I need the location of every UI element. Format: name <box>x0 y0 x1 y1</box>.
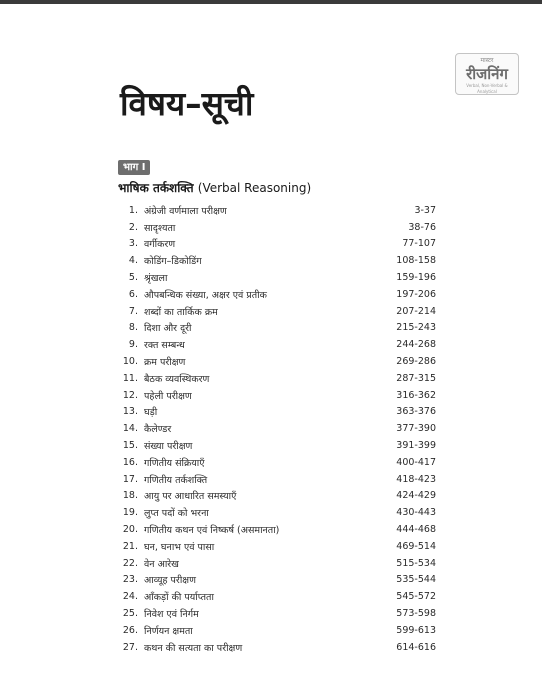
toc-entry[interactable] <box>118 420 436 437</box>
toc-entry[interactable] <box>118 336 436 353</box>
toc-entry-title: बैठक व्यवस्थिकरण <box>144 373 210 385</box>
section-heading-hindi: भाषिक तर्कशक्ति <box>118 181 194 195</box>
toc-entry[interactable] <box>118 521 436 538</box>
toc-entry-title: वेन आरेख <box>144 558 179 570</box>
toc-entry-pages: 535-544 <box>396 574 436 586</box>
toc-entry[interactable] <box>118 538 436 555</box>
toc-entry-pages: 400-417 <box>396 456 436 468</box>
part-badge: भाग I <box>118 160 150 175</box>
toc-entry-title: अंग्रेजी वर्णमाला परीक्षण <box>144 205 227 217</box>
toc-entry[interactable] <box>118 303 436 320</box>
toc-entry[interactable] <box>118 605 436 622</box>
toc-entry[interactable] <box>118 404 436 421</box>
toc-entry[interactable] <box>118 269 436 286</box>
toc-entry-pages: 545-572 <box>396 591 436 603</box>
toc-entry-number: 19. <box>122 507 138 519</box>
toc-entry-title: आयु पर आधारित समस्याएँ <box>144 491 237 503</box>
logo-sub-text: Verbal, Non-Verbal & Analytical <box>466 83 508 94</box>
toc-entry-title: गणितीय संक्रियाएँ <box>144 457 205 469</box>
toc-entry[interactable] <box>118 588 436 605</box>
toc-entry-number: 21. <box>122 540 138 552</box>
toc-entry-title: औपबन्धिक संख्या, अक्षर एवं प्रतीक <box>144 289 267 301</box>
toc-entry-number: 3. <box>128 238 138 250</box>
toc-entry-title: निर्णयन क्षमता <box>144 625 193 637</box>
toc-entry-number: 1. <box>128 204 138 216</box>
toc-entry-pages: 244-268 <box>396 339 436 351</box>
toc-entry[interactable] <box>118 370 436 387</box>
toc-entry-pages: 197-206 <box>396 288 436 300</box>
toc-entry[interactable] <box>118 471 436 488</box>
toc-entry-pages: 159-196 <box>396 272 436 284</box>
toc-entry[interactable] <box>118 202 436 219</box>
toc-entry-title: रक्त सम्बन्ध <box>144 340 185 352</box>
toc-entry-title: आव्यूह परीक्षण <box>144 575 196 587</box>
toc-entry-pages: 108-158 <box>396 255 436 267</box>
toc-entry-pages: 391-399 <box>396 440 436 452</box>
toc-entry-title: कैलेण्डर <box>144 424 172 436</box>
toc-entry-title: दिशा और दूरी <box>144 323 192 335</box>
toc-entry-pages: 418-423 <box>396 473 436 485</box>
toc-entry-title: पहेली परीक्षण <box>144 390 192 402</box>
toc-entry-pages: 38-76 <box>408 221 436 233</box>
toc-entry[interactable] <box>118 252 436 269</box>
toc-entry-pages: 424-429 <box>396 490 436 502</box>
toc-entry-pages: 469-514 <box>396 540 436 552</box>
toc-entry-number: 18. <box>122 490 138 502</box>
toc-entry-title: घड़ी <box>144 407 158 419</box>
toc-entry[interactable] <box>118 219 436 236</box>
toc-entry-number: 17. <box>122 473 138 485</box>
logo-top-text: मास्टर <box>480 57 494 64</box>
toc-entry-number: 24. <box>122 591 138 603</box>
toc-entry-number: 14. <box>122 423 138 435</box>
toc-entry[interactable] <box>118 504 436 521</box>
toc-entry-pages: 287-315 <box>396 372 436 384</box>
section-heading <box>118 180 311 196</box>
toc-entry-pages: 573-598 <box>396 608 436 620</box>
toc-entry[interactable] <box>118 236 436 253</box>
toc-entry-title: निवेश एवं निर्गम <box>144 609 199 621</box>
toc-entry-pages: 377-390 <box>396 423 436 435</box>
toc-entry-pages: 77-107 <box>402 238 436 250</box>
logo-main-text: रीजनिंग <box>466 65 508 83</box>
toc-entry-number: 4. <box>128 255 138 267</box>
toc-entry-pages: 599-613 <box>396 624 436 636</box>
page-title: विषय–सूची <box>120 84 254 123</box>
toc-entry-number: 11. <box>122 372 138 384</box>
toc-entry-number: 22. <box>122 557 138 569</box>
toc-entry-pages: 515-534 <box>396 557 436 569</box>
toc-entry-number: 16. <box>122 456 138 468</box>
toc-entry-title: सादृश्यता <box>144 222 176 234</box>
toc-entry-title: कथन की सत्यता का परीक्षण <box>144 642 243 654</box>
toc-entry[interactable] <box>118 320 436 337</box>
toc-entry-number: 5. <box>128 272 138 284</box>
toc-entry-pages: 363-376 <box>396 406 436 418</box>
toc-entry-number: 13. <box>122 406 138 418</box>
toc-entry[interactable] <box>118 622 436 639</box>
table-of-contents <box>118 202 436 656</box>
toc-entry-title: गणितीय कथन एवं निष्कर्ष (असमानता) <box>144 525 280 537</box>
toc-entry-number: 20. <box>122 524 138 536</box>
toc-entry-number: 12. <box>122 389 138 401</box>
toc-entry-pages: 269-286 <box>396 356 436 368</box>
toc-entry[interactable] <box>118 286 436 303</box>
toc-entry-pages: 444-468 <box>396 524 436 536</box>
toc-entry-number: 26. <box>122 624 138 636</box>
toc-entry-title: गणितीय तर्कशक्ति <box>144 474 208 486</box>
toc-entry-number: 15. <box>122 440 138 452</box>
toc-entry-pages: 207-214 <box>396 305 436 317</box>
toc-entry-number: 27. <box>122 641 138 653</box>
toc-entry-title: क्रम परीक्षण <box>144 357 186 369</box>
toc-entry-title: शब्दों का तार्किक क्रम <box>144 306 218 318</box>
toc-entry-number: 8. <box>128 322 138 334</box>
toc-entry-number: 23. <box>122 574 138 586</box>
toc-entry[interactable] <box>118 437 436 454</box>
toc-entry-title: श्रृंखला <box>144 273 168 285</box>
toc-entry[interactable] <box>118 353 436 370</box>
section-heading-english: (Verbal Reasoning) <box>197 181 312 195</box>
toc-entry-pages: 3-37 <box>414 204 436 216</box>
toc-entry-pages: 215-243 <box>396 322 436 334</box>
toc-entry-number: 25. <box>122 608 138 620</box>
toc-entry[interactable] <box>118 454 436 471</box>
toc-entry-number: 9. <box>128 339 138 351</box>
toc-entry-title: वर्गीकरण <box>144 239 176 251</box>
logo <box>455 53 519 95</box>
toc-entry-title: आँकड़ों की पर्याप्तता <box>144 592 214 604</box>
toc-entry-pages: 430-443 <box>396 507 436 519</box>
toc-entry-number: 2. <box>128 221 138 233</box>
toc-entry-title: घन, घनाभ एवं पासा <box>144 541 215 553</box>
toc-entry[interactable] <box>118 387 436 404</box>
toc-entry-number: 7. <box>128 305 138 317</box>
toc-entry-pages: 316-362 <box>396 389 436 401</box>
toc-entry-title: लुप्त पदों को भरना <box>144 508 209 520</box>
toc-entry-title: कोडिंग–डिकोडिंग <box>144 256 202 268</box>
toc-entry[interactable] <box>118 639 436 656</box>
toc-entry-pages: 614-616 <box>396 641 436 653</box>
toc-entry-number: 10. <box>122 356 138 368</box>
toc-entry[interactable] <box>118 555 436 572</box>
toc-entry[interactable] <box>118 572 436 589</box>
top-border <box>0 0 542 4</box>
toc-entry-number: 6. <box>128 288 138 300</box>
toc-entry-title: संख्या परीक्षण <box>144 441 193 453</box>
toc-entry[interactable] <box>118 488 436 505</box>
